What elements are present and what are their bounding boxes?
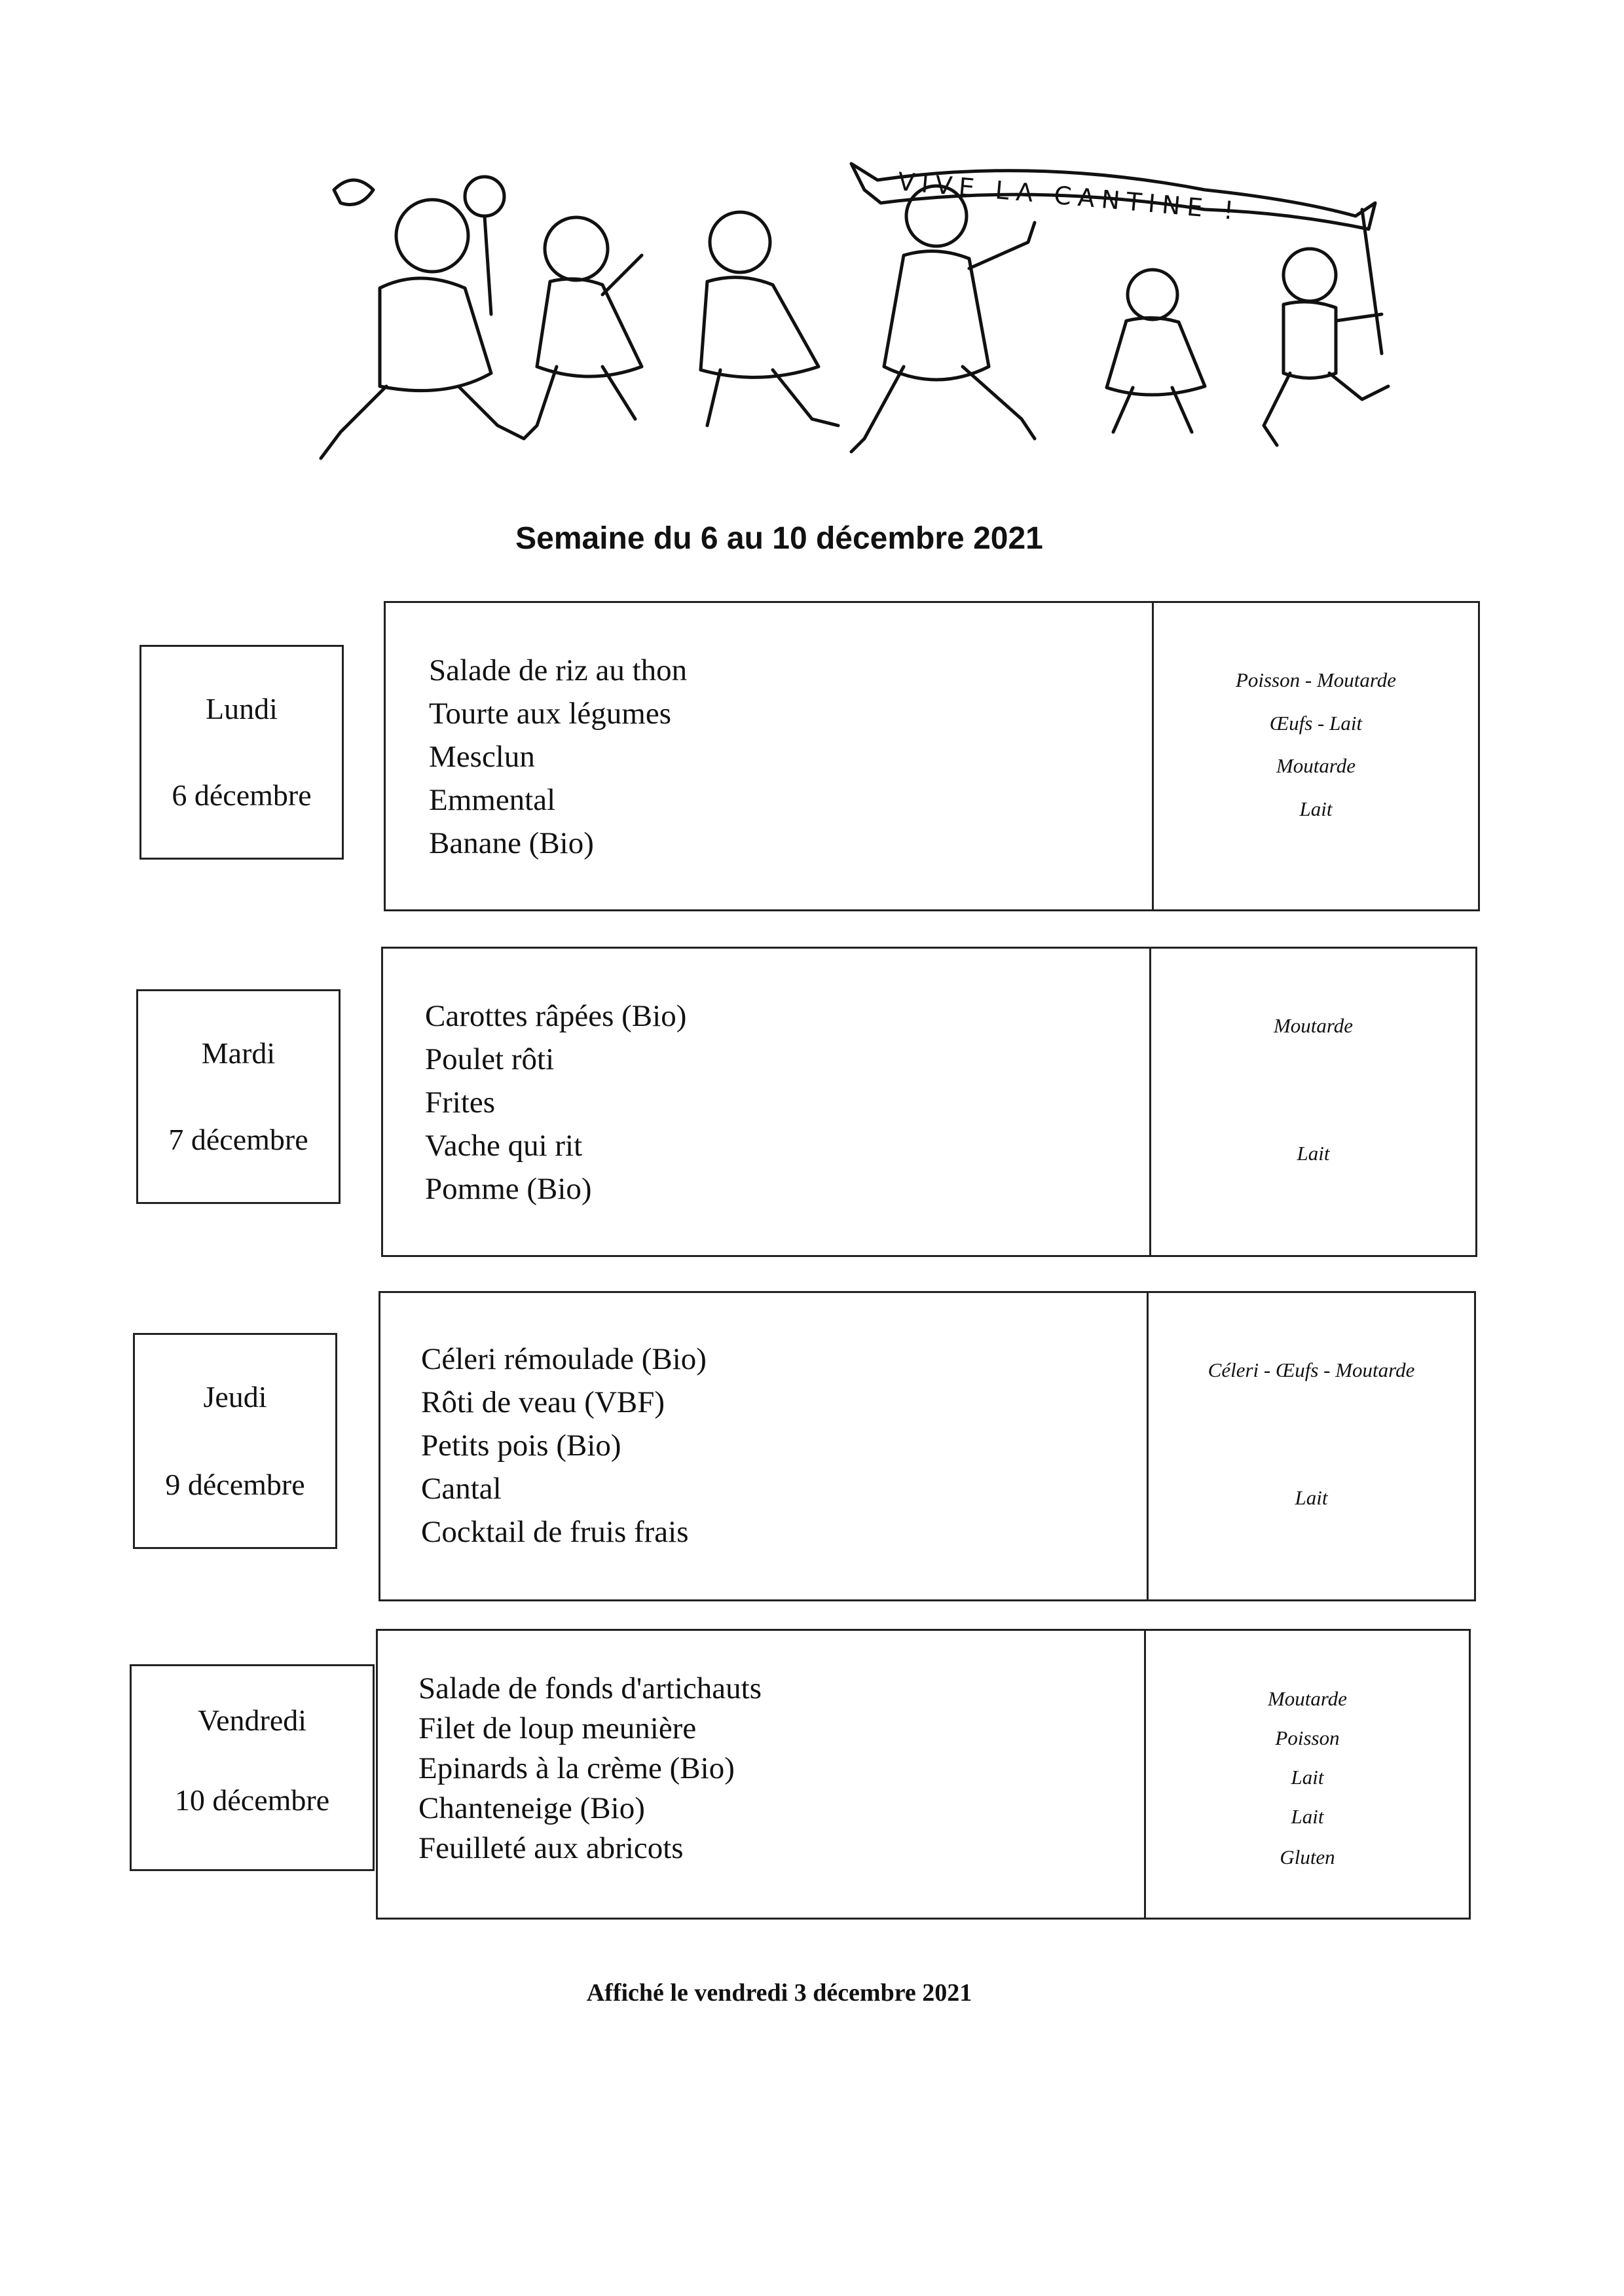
dish-item: Feuilleté aux abricots xyxy=(418,1831,684,1865)
allergen-item: Céleri - Œufs - Moutarde xyxy=(1208,1358,1415,1381)
girl-figure-1 xyxy=(524,217,642,439)
dish-item: Pomme (Bio) xyxy=(425,1172,592,1206)
dish-item: Frites xyxy=(425,1085,496,1120)
day-date: 6 décembre xyxy=(172,778,312,812)
allergen-list xyxy=(1151,949,1475,1255)
allergen-item: Gluten xyxy=(1280,1846,1335,1868)
allergen-item: Lait xyxy=(1299,797,1333,820)
woman-figure xyxy=(851,186,1035,452)
allergen-list xyxy=(1154,603,1478,909)
allergen-item: Lait xyxy=(1291,1766,1324,1789)
menu-box-jeudi xyxy=(378,1291,1476,1601)
day-date: 10 décembre xyxy=(174,1783,330,1817)
dish-item: Banane (Bio) xyxy=(429,826,594,860)
allergen-item: Lait xyxy=(1295,1486,1328,1509)
girl-figure-2 xyxy=(701,212,838,426)
allergen-item: Lait xyxy=(1297,1142,1330,1165)
allergen-item: Moutarde xyxy=(1273,1014,1354,1037)
day-date: 7 décembre xyxy=(168,1123,308,1156)
allergen-item: Poisson xyxy=(1275,1726,1340,1749)
boy-figure xyxy=(1264,249,1388,445)
allergen-list xyxy=(1146,1631,1469,1918)
day-name: Mardi xyxy=(201,1036,276,1070)
menu-box-lundi xyxy=(384,601,1480,911)
dish-item: Chanteneige (Bio) xyxy=(418,1791,645,1825)
allergen-item: Poisson - Moutarde xyxy=(1235,668,1397,691)
day-name: Jeudi xyxy=(203,1380,267,1413)
menu-box-mardi xyxy=(381,947,1477,1257)
dish-item: Tourte aux légumes xyxy=(429,697,671,731)
allergen-item: Moutarde xyxy=(1267,1687,1348,1710)
day-box-lundi xyxy=(139,645,344,860)
dish-item: Salade de fonds d'artichauts xyxy=(418,1671,762,1705)
dish-list xyxy=(425,994,686,1211)
dish-list xyxy=(421,1338,707,1554)
dish-item: Salade de riz au thon xyxy=(429,653,688,687)
dish-item: Poulet rôti xyxy=(425,1042,555,1076)
dish-item: Petits pois (Bio) xyxy=(421,1429,621,1463)
dish-list xyxy=(429,649,687,865)
little-girl-figure xyxy=(1107,270,1205,432)
allergen-item: Moutarde xyxy=(1276,754,1356,777)
banner-text: VIVE LA CANTINE ! xyxy=(896,167,1242,226)
day-box-vendredi xyxy=(130,1664,375,1871)
allergen-list xyxy=(1149,1293,1474,1599)
allergen-item: Lait xyxy=(1291,1805,1324,1828)
dish-item: Céleri rémoulade (Bio) xyxy=(421,1342,707,1376)
day-name: Vendredi xyxy=(197,1704,307,1737)
dish-item: Carottes râpées (Bio) xyxy=(425,999,687,1033)
menu-box-vendredi xyxy=(376,1629,1471,1920)
day-box-jeudi xyxy=(133,1333,337,1549)
posted-date: Affiché le vendredi 3 décembre 2021 xyxy=(586,1979,972,2007)
dish-item: Rôti de veau (VBF) xyxy=(421,1385,665,1419)
day-date: 9 décembre xyxy=(165,1468,305,1501)
dish-list xyxy=(418,1669,762,1868)
cantine-illustration xyxy=(183,151,1395,491)
day-name: Lundi xyxy=(206,692,278,725)
week-title: Semaine du 6 au 10 décembre 2021 xyxy=(515,521,1043,556)
allergen-item: Œufs - Lait xyxy=(1269,712,1363,735)
dish-item: Epinards à la crème (Bio) xyxy=(418,1751,735,1785)
dish-item: Cantal xyxy=(421,1472,502,1506)
dish-item: Cocktail de fruis frais xyxy=(421,1515,689,1549)
dish-item: Filet de loup meunière xyxy=(418,1711,697,1745)
cook-figure xyxy=(321,177,524,458)
day-box-mardi xyxy=(136,989,341,1204)
dish-item: Emmental xyxy=(429,783,556,817)
dish-item: Vache qui rit xyxy=(425,1129,583,1163)
dish-item: Mesclun xyxy=(429,740,535,774)
